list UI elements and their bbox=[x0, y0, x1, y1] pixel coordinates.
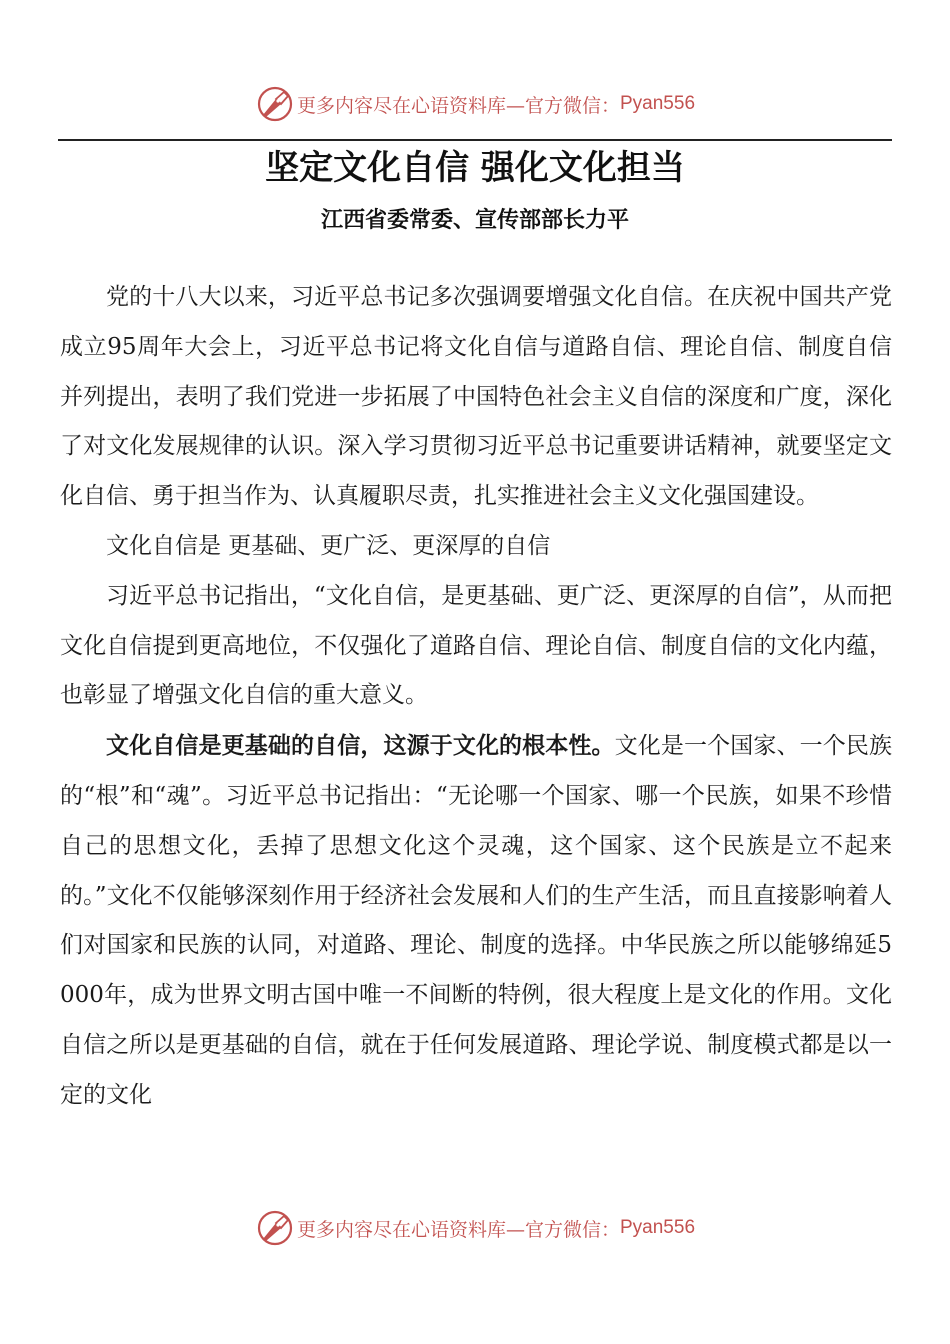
header-divider bbox=[58, 139, 892, 141]
paragraph-foundation-text: 文化是一个国家、一个民族的“根”和“魂”。习近平总书记指出：“无论哪一个国家、哪一个民族，如果不珍惜自己的思想文化，丢掉了思想文化这个灵魂，这个国家、这个民族是立不起来的。”文化不仅能够深刻作用于经济社会发展和人们的生产生活，而且直接影响着人们对国家和民族的认同，对道路、理论、制度的选择。中华民族之所以能够绵延5000年，成为世界文明古国中唯一不间断的特例，很大程度上是文化的作用。文化自信之所以是更基础的自信，就在于任何发展道路、理论学说、制度模式都是以一定的文化 bbox=[60, 733, 892, 1108]
section-heading: 文化自信是 更基础、更广泛、更深厚的自信 bbox=[106, 532, 551, 559]
banner-text: 更多内容尽在心语资料库—官方微信： bbox=[296, 94, 620, 117]
paragraph-intro: 党的十八大以来，习近平总书记多次强调要增强文化自信。在庆祝中国共产党成立95周年大会上，习近平总书记将文化自信与道路自信、理论自信、制度自信并列提出，表明了我们党进一步拓展了中国特色社会主义自信的深度和广度，深化了对文化发展规律的认识。深入学习贯彻习近平总书记重要讲话精神，就要坚定文化自信、勇于担当作为、认真履职尽责，扎实推进社会主义文化强国建设。 bbox=[60, 284, 892, 510]
banner-wechat-handle: Pyan556 bbox=[620, 1217, 696, 1238]
watermark-banner-top bbox=[0, 82, 950, 126]
document-title: 坚定文化自信 强化文化担当 bbox=[265, 148, 685, 188]
pen-nib-logo-icon bbox=[255, 84, 295, 124]
pen-nib-logo-icon bbox=[255, 1208, 295, 1248]
banner-wechat-handle: Pyan556 bbox=[620, 93, 696, 114]
watermark-banner-bottom bbox=[0, 1206, 950, 1250]
paragraph-lead-bold: 文化自信是更基础的自信，这源于文化的根本性。 bbox=[106, 732, 615, 760]
paragraph-quote: 习近平总书记指出，“文化自信，是更基础、更广泛、更深厚的自信”，从而把文化自信提到更高地位，不仅强化了道路自信、理论自信、制度自信的文化内蕴，也彰显了增强文化自信的重大意义。 bbox=[60, 582, 892, 709]
article-body bbox=[60, 273, 892, 1173]
banner-text: 更多内容尽在心语资料库—官方微信： bbox=[296, 1218, 620, 1241]
document-byline: 江西省委常委、宣传部部长力平 bbox=[320, 207, 629, 233]
paragraph-foundation bbox=[60, 721, 892, 1120]
